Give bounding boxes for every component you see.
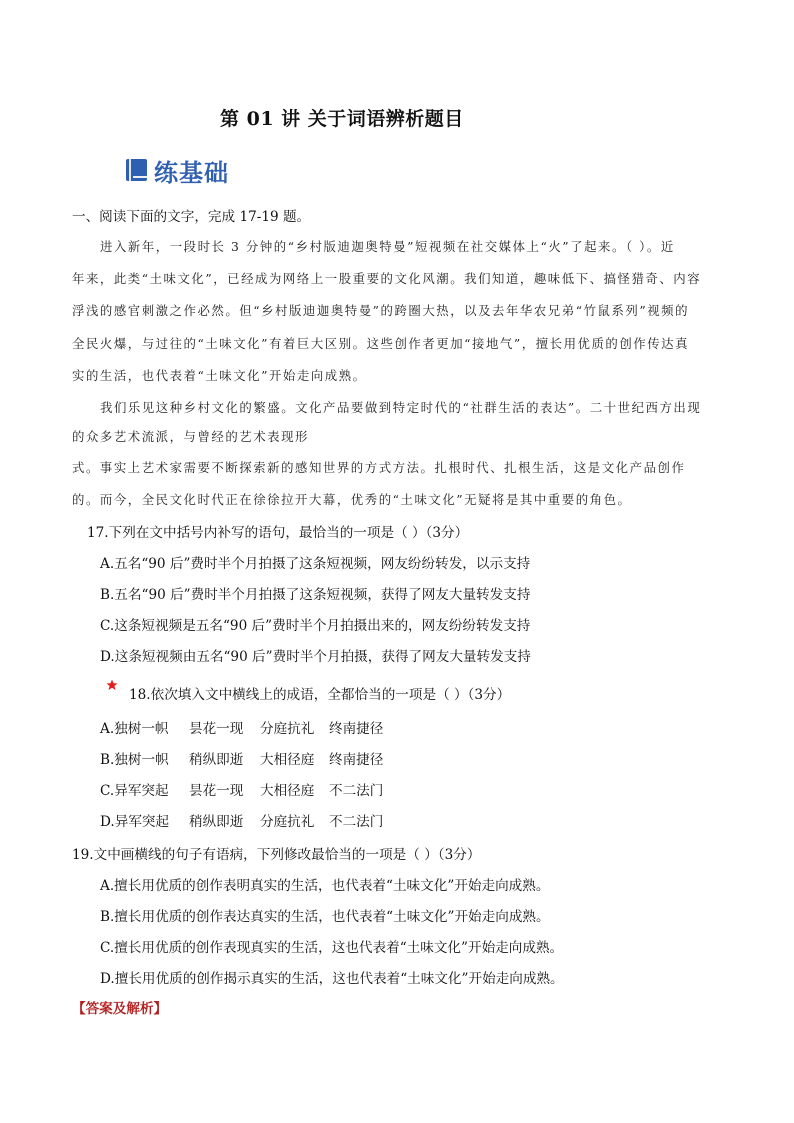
instruction-text: 一、阅读下面的文字，完成 17-19 题。: [72, 209, 311, 225]
idiom: D.异军突起: [100, 814, 170, 830]
idiom: 大相径庭: [260, 752, 315, 768]
question-17-option-d[interactable]: D.这条短视频由五名“90 后”费时半个月拍摄，获得了网友大量转发支持: [100, 649, 531, 665]
question-19-stem: 19.文中画横线的句子有语病，下列修改最恰当的一项是（ ）（3分）: [72, 847, 481, 863]
idiom: 终南捷径: [329, 721, 384, 737]
passage-line: 我们乐见这种乡村文化的繁盛。文化产品要做到特定时代的“社群生活的表达”。二十世纪西方出现: [100, 400, 702, 415]
passage-line: 全民火爆，与过往的“土味文化”有着巨大区别。这些创作者更加“接地气”，擅长用优质的创作传达真: [72, 336, 690, 351]
question-18-option-d[interactable]: [100, 810, 383, 830]
idiom: B.独树一帜: [100, 752, 169, 768]
question-19-option-d[interactable]: D.擅长用优质的创作揭示真实的生活，这也代表着“土味文化”开始走向成熟。: [100, 971, 564, 987]
question-19-option-c[interactable]: C.擅长用优质的创作表现真实的生活，这也代表着“土味文化”开始走向成熟。: [100, 940, 564, 956]
passage-line: 式。事实上艺术家需要不断探索新的感知世界的方式方法。扎根时代、扎根生活，这是文化产品创作: [72, 460, 686, 475]
idiom: 不二法门: [329, 783, 384, 799]
idiom: 稍纵即逝: [189, 814, 244, 830]
passage-line: 的众多艺术流派，与曾经的艺术表现形: [72, 429, 309, 444]
book-icon: [124, 157, 150, 183]
idiom: 不二法门: [329, 814, 384, 830]
question-18-option-a[interactable]: [100, 717, 383, 737]
question-17-stem: 17.下列在文中括号内补写的语句，最恰当的一项是（ ）（3分）: [87, 525, 469, 541]
idiom: 分庭抗礼: [260, 814, 315, 830]
idiom: 终南捷径: [329, 752, 384, 768]
answer-label: 【答案及解析】: [72, 1001, 168, 1017]
question-19-option-b[interactable]: B.擅长用优质的创作表达真实的生活，也代表着“土味文化”开始走向成熟。: [100, 909, 550, 925]
question-18-option-b[interactable]: [100, 748, 383, 768]
question-17-option-a[interactable]: A.五名“90 后”费时半个月拍摄了这条短视频，网友纷纷转发，以示支持: [100, 556, 531, 572]
star-icon: [106, 679, 118, 691]
passage-line: 年来，此类“土味文化”，已经成为网络上一股重要的文化风潮。我们知道，趣味低下、搞怪猎奇、内容: [72, 271, 702, 286]
idiom: C.异军突起: [100, 783, 169, 799]
idiom: A.独树一帜: [100, 721, 169, 737]
idiom: 稍纵即逝: [189, 752, 244, 768]
question-18-option-c[interactable]: [100, 779, 383, 799]
section-label: 练基础: [154, 158, 229, 187]
page-title: 第 01 讲 关于词语辨析题目: [220, 108, 464, 130]
question-18-stem: 18.依次填入文中横线上的成语，全都恰当的一项是（ ）（3分）: [129, 687, 511, 703]
question-17-option-b[interactable]: B.五名“90 后”费时半个月拍摄了这条短视频，获得了网友大量转发支持: [100, 587, 531, 603]
passage-line: 浮浅的感官刺激之作必然。但“乡村版迪迦奥特曼”的跨圈大热，以及去年华农兄弟“竹鼠系列”视频的: [72, 303, 690, 318]
idiom: 分庭抗礼: [260, 721, 315, 737]
idiom: 昙花一现: [189, 721, 244, 737]
idiom: 昙花一现: [189, 783, 244, 799]
passage-line: 进入新年，一段时长 3 分钟的“乡村版迪迦奥特曼”短视频在社交媒体上“火”了起来。（ ）。近: [100, 239, 675, 254]
question-19-option-a[interactable]: A.擅长用优质的创作表明真实的生活，也代表着“土味文化”开始走向成熟。: [100, 878, 550, 894]
question-17-option-c[interactable]: C.这条短视频是五名“90 后”费时半个月拍摄出来的，网友纷纷转发支持: [100, 618, 531, 634]
passage-line: 的。而今，全民文化时代正在徐徐拉开大幕，优秀的“土味文化”无疑将是其中重要的角色。: [72, 492, 632, 507]
section-header: [124, 152, 229, 188]
idiom: 大相径庭: [260, 783, 315, 799]
passage-line: 实的生活，也代表着“土味文化”开始走向成熟。: [72, 368, 367, 383]
